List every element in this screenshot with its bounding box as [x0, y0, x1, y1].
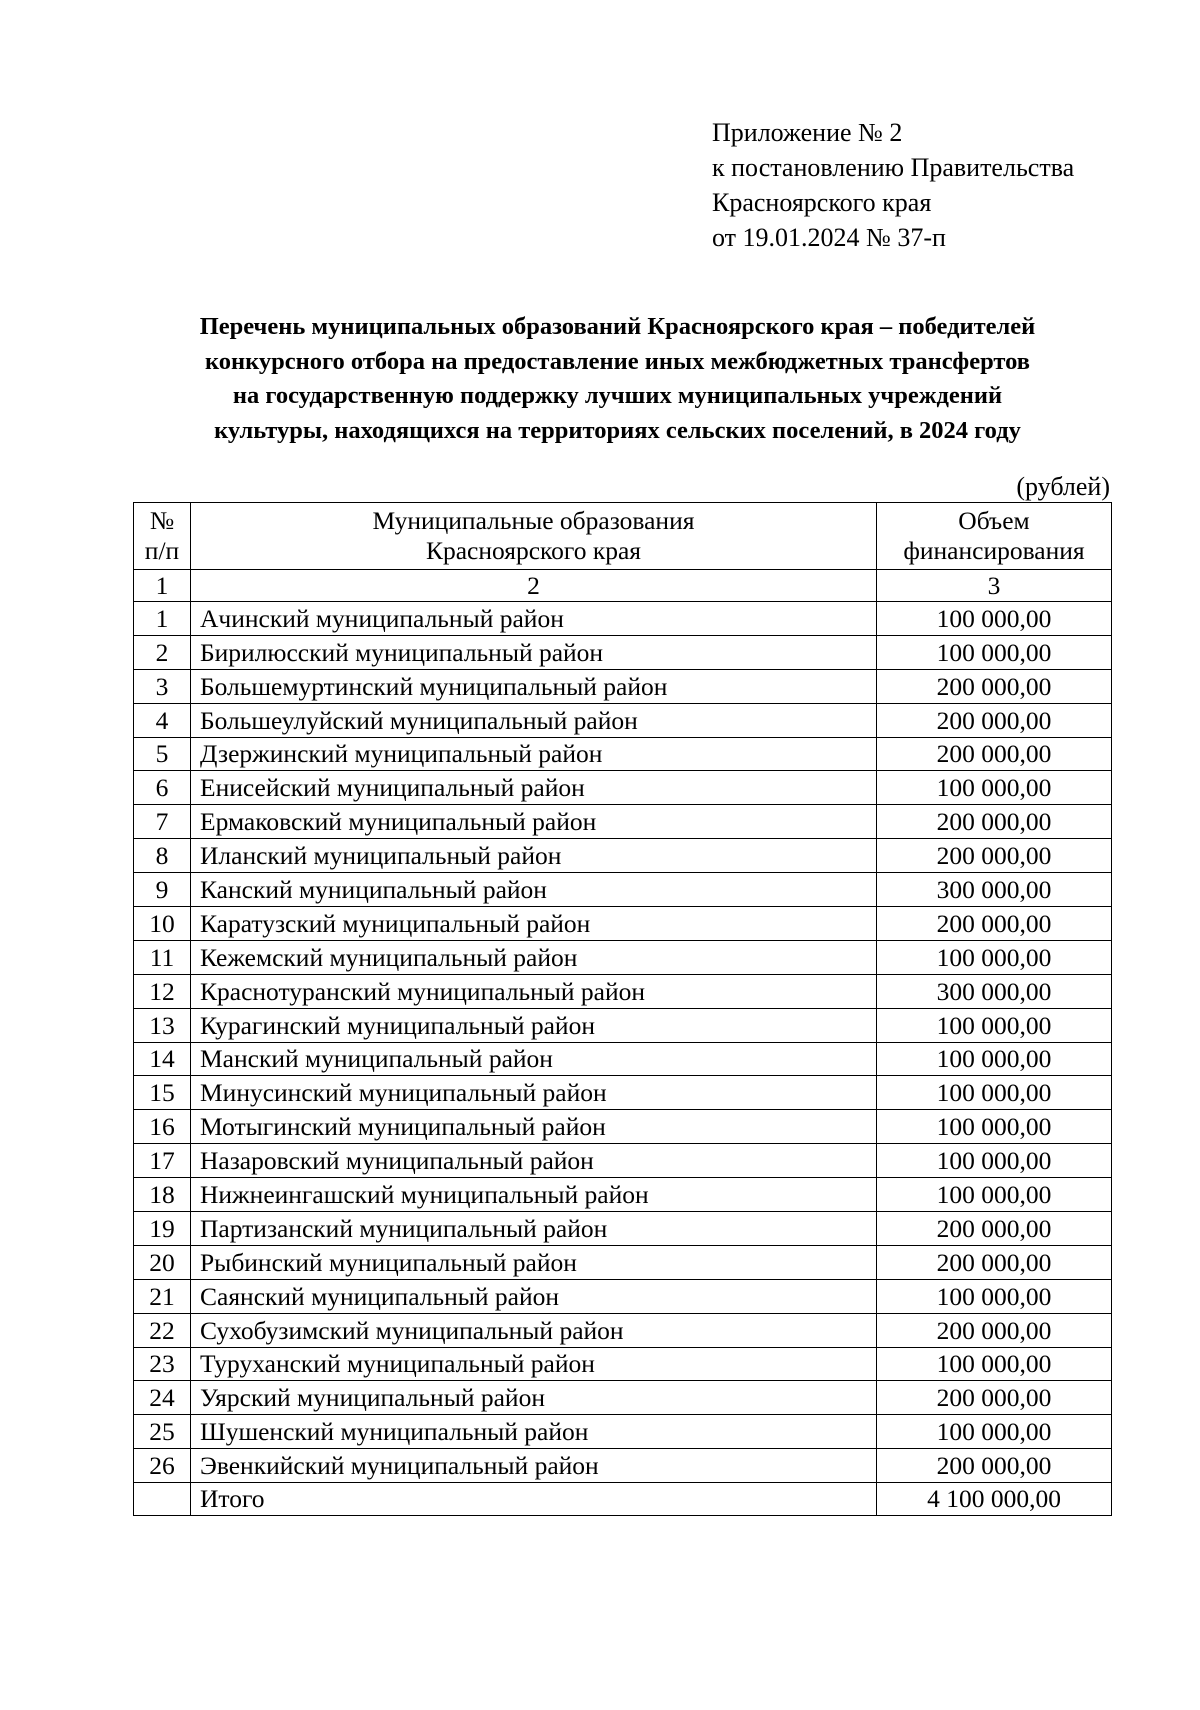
total-number-cell — [134, 1483, 191, 1516]
funding-amount: 100 000,00 — [877, 771, 1112, 805]
municipality-name: Иланский муниципальный район — [191, 839, 877, 873]
table-row — [134, 1212, 1112, 1246]
funding-table — [133, 502, 1112, 1516]
total-amount: 4 100 000,00 — [877, 1483, 1112, 1516]
header-number — [134, 503, 191, 570]
row-number: 25 — [134, 1415, 191, 1449]
row-number: 12 — [134, 974, 191, 1008]
column-number: 3 — [877, 570, 1112, 602]
document-title — [120, 310, 1115, 448]
row-number: 21 — [134, 1279, 191, 1313]
table-row — [134, 771, 1112, 805]
title-line: конкурсного отбора на предоставление иных межбюджетных трансфертов — [205, 347, 1030, 375]
row-number: 15 — [134, 1076, 191, 1110]
table-row — [134, 805, 1112, 839]
title-line: на государственную поддержку лучших муниципальных учреждений — [232, 382, 1003, 409]
total-row — [134, 1483, 1112, 1516]
municipality-name: Туруханский муниципальный район — [191, 1347, 877, 1381]
row-number: 2 — [134, 635, 191, 669]
funding-amount: 200 000,00 — [877, 1381, 1112, 1415]
municipality-name: Кежемский муниципальный район — [191, 940, 877, 974]
municipality-name: Бирилюсский муниципальный район — [191, 635, 877, 669]
municipality-name: Енисейский муниципальный район — [191, 771, 877, 805]
municipality-name: Партизанский муниципальный район — [191, 1212, 877, 1246]
units-label: (рублей) — [1016, 472, 1110, 501]
table-row — [134, 839, 1112, 873]
funding-amount: 100 000,00 — [877, 1042, 1112, 1076]
municipality-name: Минусинский муниципальный район — [191, 1076, 877, 1110]
row-number: 23 — [134, 1347, 191, 1381]
row-number: 22 — [134, 1313, 191, 1347]
table-row — [134, 1347, 1112, 1381]
municipality-name: Уярский муниципальный район — [191, 1381, 877, 1415]
row-number: 3 — [134, 669, 191, 703]
municipality-name: Большемуртинский муниципальный район — [191, 669, 877, 703]
table-row — [134, 1381, 1112, 1415]
row-number: 18 — [134, 1178, 191, 1212]
funding-amount: 100 000,00 — [877, 1178, 1112, 1212]
funding-amount: 300 000,00 — [877, 873, 1112, 907]
table-row — [134, 635, 1112, 669]
funding-amount: 100 000,00 — [877, 1279, 1112, 1313]
row-number: 20 — [134, 1245, 191, 1279]
table-row — [134, 1245, 1112, 1279]
header-municipality — [191, 503, 877, 570]
municipality-name: Нижнеингашский муниципальный район — [191, 1178, 877, 1212]
municipality-name: Дзержинский муниципальный район — [191, 737, 877, 771]
funding-amount: 100 000,00 — [877, 1144, 1112, 1178]
table-row — [134, 974, 1112, 1008]
appendix-line: от 19.01.2024 № 37-п — [712, 223, 946, 252]
funding-amount: 200 000,00 — [877, 669, 1112, 703]
row-number: 19 — [134, 1212, 191, 1246]
municipality-name: Курагинский муниципальный район — [191, 1008, 877, 1042]
funding-amount: 300 000,00 — [877, 974, 1112, 1008]
municipality-name: Канский муниципальный район — [191, 873, 877, 907]
municipality-name: Рыбинский муниципальный район — [191, 1245, 877, 1279]
municipality-name: Мотыгинский муниципальный район — [191, 1110, 877, 1144]
funding-amount: 200 000,00 — [877, 1313, 1112, 1347]
row-number: 24 — [134, 1381, 191, 1415]
funding-amount: 200 000,00 — [877, 703, 1112, 737]
municipality-name: Шушенский муниципальный район — [191, 1415, 877, 1449]
funding-amount: 100 000,00 — [877, 940, 1112, 974]
column-number: 1 — [134, 570, 191, 602]
total-label: Итого — [191, 1483, 877, 1516]
row-number: 17 — [134, 1144, 191, 1178]
table-row — [134, 1008, 1112, 1042]
column-number: 2 — [191, 570, 877, 602]
municipality-name: Назаровский муниципальный район — [191, 1144, 877, 1178]
appendix-line: Красноярского края — [712, 188, 932, 217]
table-row — [134, 1178, 1112, 1212]
funding-amount: 100 000,00 — [877, 1110, 1112, 1144]
appendix-line: Приложение № 2 — [712, 118, 903, 147]
row-number: 8 — [134, 839, 191, 873]
municipality-name: Манский муниципальный район — [191, 1042, 877, 1076]
row-number: 26 — [134, 1449, 191, 1483]
table-row — [134, 873, 1112, 907]
funding-amount: 100 000,00 — [877, 602, 1112, 636]
table-row — [134, 1076, 1112, 1110]
row-number: 6 — [134, 771, 191, 805]
row-number: 7 — [134, 805, 191, 839]
municipality-name: Ачинский муниципальный район — [191, 602, 877, 636]
table-row — [134, 907, 1112, 941]
row-number: 14 — [134, 1042, 191, 1076]
table-row — [134, 1449, 1112, 1483]
funding-amount: 100 000,00 — [877, 1076, 1112, 1110]
municipality-name: Эвенкийский муниципальный район — [191, 1449, 877, 1483]
row-number: 5 — [134, 737, 191, 771]
funding-amount: 200 000,00 — [877, 1245, 1112, 1279]
header-number-line2: п/п — [144, 536, 180, 565]
table-header-row — [134, 503, 1112, 570]
header-municipality-line2: Красноярского края — [425, 536, 642, 565]
column-number-row — [134, 570, 1112, 602]
header-municipality-line1: Муниципальные образования — [372, 506, 695, 535]
table-row — [134, 1415, 1112, 1449]
table-row — [134, 1042, 1112, 1076]
municipality-name: Большеулуйский муниципальный район — [191, 703, 877, 737]
municipality-name: Каратузский муниципальный район — [191, 907, 877, 941]
funding-amount: 100 000,00 — [877, 1008, 1112, 1042]
table-row — [134, 1144, 1112, 1178]
funding-amount: 200 000,00 — [877, 1449, 1112, 1483]
funding-amount: 200 000,00 — [877, 907, 1112, 941]
table-row — [134, 703, 1112, 737]
funding-amount: 100 000,00 — [877, 1347, 1112, 1381]
funding-amount: 200 000,00 — [877, 1212, 1112, 1246]
table-row — [134, 1279, 1112, 1313]
row-number: 1 — [134, 602, 191, 636]
funding-amount: 200 000,00 — [877, 737, 1112, 771]
header-amount-line1: Объем — [958, 506, 1030, 535]
row-number: 13 — [134, 1008, 191, 1042]
funding-amount: 200 000,00 — [877, 805, 1112, 839]
table-row — [134, 669, 1112, 703]
header-number-line1: № — [149, 506, 175, 535]
row-number: 11 — [134, 940, 191, 974]
table-row — [134, 1313, 1112, 1347]
title-line: культуры, находящихся на территориях сельских поселений, в 2024 году — [214, 416, 1021, 444]
municipality-name: Саянский муниципальный район — [191, 1279, 877, 1313]
header-amount — [877, 503, 1112, 570]
funding-amount: 200 000,00 — [877, 839, 1112, 873]
title-line: Перечень муниципальных образований Красноярского края – победителей — [199, 313, 1036, 340]
municipality-name: Ермаковский муниципальный район — [191, 805, 877, 839]
row-number: 10 — [134, 907, 191, 941]
funding-amount: 100 000,00 — [877, 1415, 1112, 1449]
appendix-line: к постановлению Правительства — [712, 153, 1075, 182]
funding-amount: 100 000,00 — [877, 635, 1112, 669]
table-row — [134, 1110, 1112, 1144]
appendix-header — [712, 115, 1074, 255]
table-row — [134, 940, 1112, 974]
municipality-name: Краснотуранский муниципальный район — [191, 974, 877, 1008]
municipality-name: Сухобузимский муниципальный район — [191, 1313, 877, 1347]
table-row — [134, 737, 1112, 771]
row-number: 4 — [134, 703, 191, 737]
header-amount-line2: финансирования — [903, 536, 1085, 565]
row-number: 9 — [134, 873, 191, 907]
table-row — [134, 602, 1112, 636]
row-number: 16 — [134, 1110, 191, 1144]
